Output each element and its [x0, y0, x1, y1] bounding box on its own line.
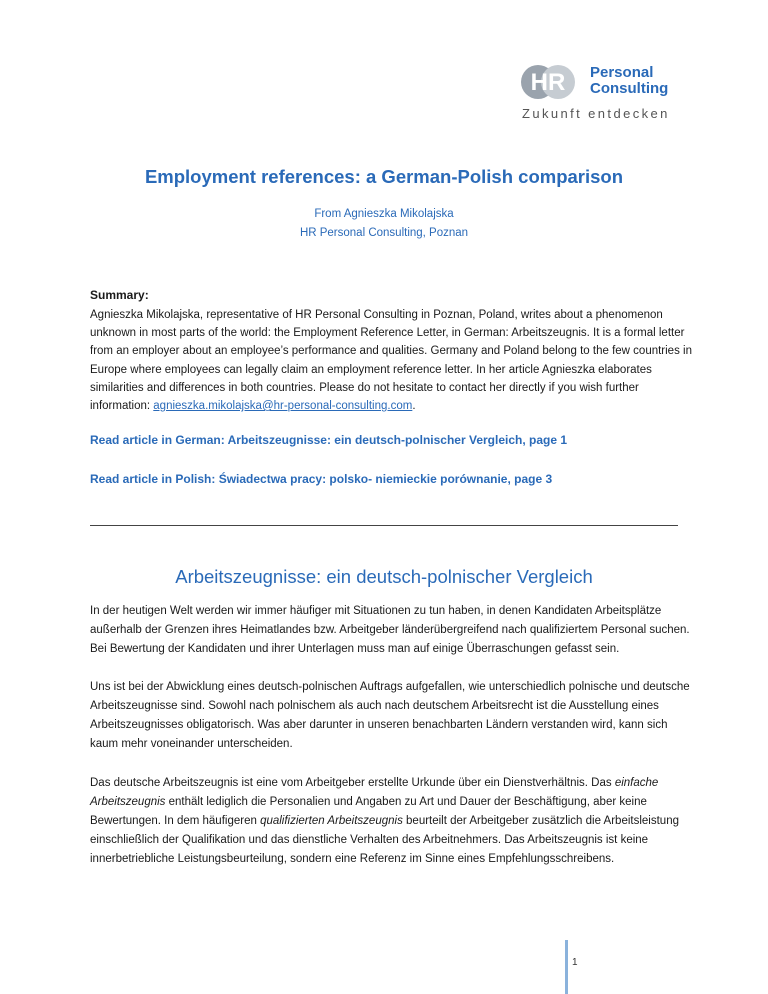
page-number-bar: [565, 940, 568, 994]
logo-word-line1: Personal: [590, 64, 654, 81]
p3-term-simple: einfache Arbeitszeugnis: [90, 777, 659, 808]
article-title: Arbeitszeugnisse: ein deutsch-polnischer Vergleich: [175, 566, 593, 587]
page-number: 1: [572, 957, 578, 968]
logo-word-line2: Consulting: [590, 80, 669, 97]
author-line: From Agnieszka Mikolajska: [314, 208, 454, 220]
logo-tagline: Zukunft entdecken: [522, 106, 670, 121]
article-paragraph-1: In der heutigen Welt werden wir immer häufiger mit Situationen zu tun haben, in denen Kandidaten Arbeitsplätze außerhalb der Grenzen ihres Heimatlandes bzw. Arbeitgeber länderübergreifend nach qualifiziertem Personal suchen. Bei Bewertung der Kandidaten und ihrer Unterlagen muss man auf einige Überraschungen gefasst sein.: [90, 605, 690, 655]
affiliation-line: HR Personal Consulting, Poznan: [299, 227, 469, 239]
german-article-link[interactable]: Read article in German: Arbeitszeugnisse: ein deutsch-polnischer Vergleich, page 1: [90, 433, 568, 447]
logo-mark-text: HR: [530, 69, 566, 96]
document-title: Employment references: a German-Polish comparison: [144, 166, 624, 187]
company-logo: [520, 62, 680, 124]
summary-heading: Summary:: [90, 288, 149, 302]
summary-end: .: [412, 400, 416, 413]
p3-text-c: enthält lediglich die Personalien und Angaben zu Art und Dauer der Beschäftigung, aber keine Bewertungen. In dem häufigeren: [90, 796, 647, 827]
summary-paragraph: [90, 306, 692, 415]
contact-email-link[interactable]: agnieszka.mikolajska@hr-personal-consulting.com: [153, 400, 413, 413]
p3-text-e: beurteilt der Arbeitgeber zusätzlich die Arbeitsleistung einschließlich der Qualifikation und das dienstliche Verhalten des Arbeitnehmers. Das Arbeitszeugnis ist keine innerbetriebliche Leistungsbeurteilung, sondern eine Referenz im Sinne eines Empfehlungsschreibens.: [90, 815, 679, 865]
p3-text-a: Das deutsche Arbeitszeugnis ist eine vom Arbeitgeber erstellte Urkunde über ein Dienstverhältnis. Das: [90, 777, 615, 789]
p3-term-qualified: qualifizierten Arbeitszeugnis: [260, 815, 403, 827]
summary-text: Agnieszka Mikolajska, representative of HR Personal Consulting in Poznan, Poland, writes about a phenomenon unknown in most parts of the world: the Employment Reference Letter, in German: Arbeitszeugnis. It is a formal letter from an employer about an employee’s performance and qualities. Germany and Poland belong to the few countries in Europe where employees can legally claim an employment reference letter. In her article Agnieszka elaborates similarities and differences in both countries. Please do not hesitate to contact her directly if you wish further information:: [90, 309, 692, 413]
hr-logo-icon: [520, 62, 588, 102]
polish-article-link[interactable]: Read article in Polish: Świadectwa pracy: polsko- niemieckie porównanie, page 3: [90, 472, 553, 486]
article-paragraph-3: [90, 774, 692, 869]
article-paragraph-2: Uns ist bei der Abwicklung eines deutsch-polnischen Auftrags aufgefallen, wie unterschiedlich polnische und deutsche Arbeitszeugnisse sind. Sowohl nach polnischem als auch nach deutschem Arbeitsrecht ist die Ausstellung eines Arbeitszeugnisses obligatorisch. Was aber darunter in unseren benachbarten Ländern verstanden wird, kann sich kaum mehr voneinander unterscheiden.: [90, 681, 690, 750]
logo-wordmark: [590, 65, 668, 97]
section-divider: [90, 525, 678, 526]
